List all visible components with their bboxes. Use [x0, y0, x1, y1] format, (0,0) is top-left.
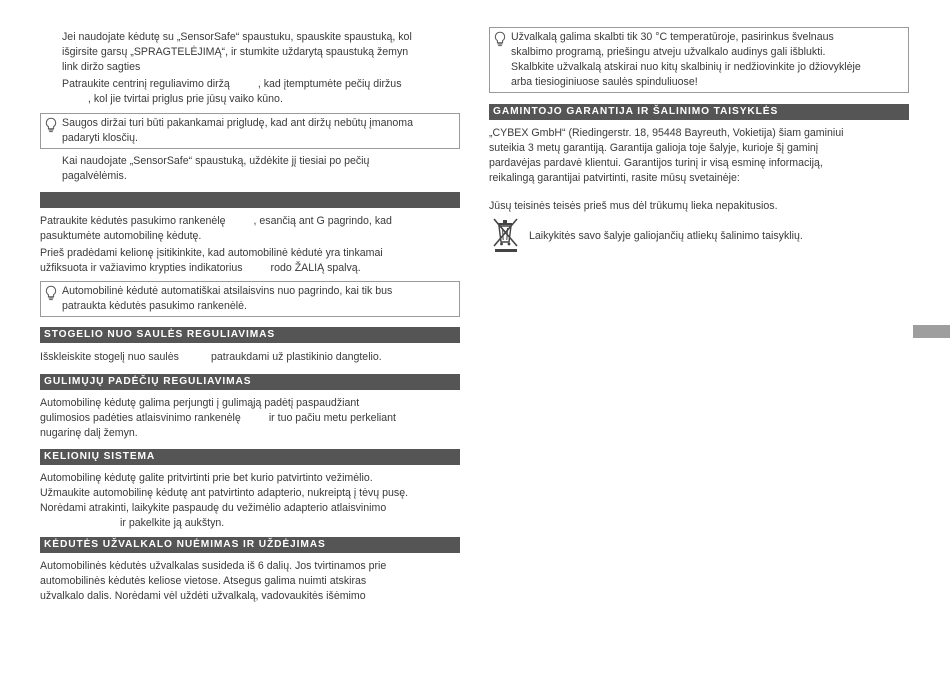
text-line: ir pakelkite ją aukštyn. [120, 517, 225, 529]
text-line: Užmaukite automobilinę kėdutę ant patvirtinto adapterio, nukreiptą į tėvų pusę. [40, 487, 409, 499]
text-line: išgirsite garsų „SPRAGTELĖJIMĄ“, ir stumkite uždarytą spaustuką žemyn [62, 46, 409, 58]
crossed-out-bin-icon [489, 215, 523, 253]
text-line: pasuktumėte automobilinę kėdutę. [40, 230, 202, 242]
text-line: Prieš pradėdami kelionę įsitikinkite, kad automobilinė kėdutė yra tinkamai [40, 247, 383, 259]
section-header-cover: KĖDUTĖS UŽVALKALO NUĖMIMAS IR UŽDĖJIMAS [40, 537, 460, 553]
paragraph-rotation [40, 214, 460, 244]
text-line: užvalkalo dalis. Norėdami vėl uždėti užvalkalą, vadovaukitės išėmimo [40, 590, 366, 602]
lightbulb-icon [44, 285, 58, 301]
text-line: Automobilinę kėdutę galima perjungti į gulimąją padėtį paspaudžiant [40, 397, 360, 409]
section-header-recline: GULIMŲJŲ PADĖČIŲ REGULIAVIMAS [40, 374, 460, 390]
paragraph-legal-rights: Jūsų teisinės teisės prieš mus dėl trūkumų lieka nepakitusios. [489, 200, 778, 212]
text-line: Norėdami atrakinti, laikykite paspaudę du vežimėlio adapterio atlaisvinimo [40, 502, 387, 514]
text-line [40, 411, 460, 426]
paragraph-travel-system [40, 471, 460, 531]
note-box-harness [40, 113, 460, 149]
paragraph-pull-central-strap [40, 77, 482, 107]
text-line: Jei naudojate kėdutę su „SensorSafe“ spaustuku, spauskite spaustuką, kol [62, 31, 412, 43]
paragraph-recline [40, 396, 460, 441]
note-text-line: Užvalkalą galima skalbti tik 30 °C temperatūroje, pasirinkus švelnaus [511, 31, 834, 43]
text-line: suteikia 3 metų garantiją. Garantija galioja toje šalyje, kurioje šį gaminį [489, 142, 819, 154]
paragraph-sensorsafe-position [40, 154, 482, 184]
text-line: Kai naudojate „SensorSafe“ spaustuką, uždėkite jį tiesiai po pečių [62, 155, 370, 167]
paragraph-check-indicator [40, 246, 460, 276]
text-line: „CYBEX GmbH“ (Riedingerstr. 18, 95448 Bayreuth, Vokietija) šiam gaminiui [489, 127, 844, 139]
note-text-line: skalbimo programą, priešingu atveju užvalkalo audinys gali išblukti. [511, 46, 826, 58]
paragraph-cover [40, 559, 460, 604]
note-box-washing [489, 27, 909, 93]
lightbulb-icon [44, 117, 58, 133]
disposal-row [489, 215, 909, 259]
section-header-canopy: STOGELIO NUO SAULĖS REGULIAVIMAS [40, 327, 460, 343]
text-line: Automobilinės kėdutės užvalkalas susideda iš 6 dalių. Jos tvirtinamos prie [40, 560, 387, 572]
text-segment: Patraukite centrinį reguliavimo diržą [62, 78, 230, 90]
note-text-line: patraukta kėdutės pasukimo rankenėlė. [62, 300, 247, 312]
paragraph-warranty [489, 126, 909, 186]
text-line: Automobilinę kėdutę galite pritvirtinti prie bet kurio patvirtinto vežimėlio. [40, 472, 373, 484]
note-box-release [40, 281, 460, 317]
text-segment: Išskleiskite stogelį nuo saulės [40, 351, 179, 363]
text-line: automobilinės kėdutės keliose vietose. Atsegus galima nuimti atskiras [40, 575, 367, 587]
text-line: pardavėjas pardavė klientui. Garantijos turinį ir visą esminę informaciją, [489, 157, 823, 169]
text-line: pagalvėlėmis. [62, 170, 127, 182]
section-header-warranty: GAMINTOJO GARANTIJA IR ŠALINIMO TAISYKLĖS [489, 104, 909, 120]
paragraph-disposal: Laikykitės savo šalyje galiojančių atliekų šalinimo taisyklių. [529, 230, 803, 242]
text-segment: , esančią ant G pagrindo, kad [253, 215, 392, 227]
note-text-line: arba tiesioginiuose saulės spinduliuose! [511, 76, 698, 88]
text-line [40, 214, 460, 229]
note-text-line: Skalbkite užvalkalą atskirai nuo kitų skalbinių ir nedžiovinkite jo džiovyklėje [511, 61, 861, 73]
note-text-line: Automobilinė kėdutė automatiškai atsilaisvins nuo pagrindo, kai tik bus [62, 285, 393, 297]
text-line [62, 77, 482, 92]
text-segment: , kad įtemptumėte pečių diržus [257, 78, 402, 90]
section-header-blank [40, 192, 460, 208]
text-line: nugarinę dalį žemyn. [40, 427, 138, 439]
text-line: , kol jie tvirtai priglus prie jūsų vaiko kūno. [88, 93, 283, 105]
text-segment: rodo ŽALIĄ spalvą. [270, 262, 361, 274]
text-segment: Patraukite kėdutės pasukimo rankenėlę [40, 215, 226, 227]
paragraph-canopy [40, 350, 382, 365]
section-header-travel-system: KELIONIŲ SISTEMA [40, 449, 460, 465]
text-segment: užfiksuota ir važiavimo krypties indikatorius [40, 262, 243, 274]
text-segment: gulimosios padėties atlaisvinimo rankenėlę [40, 412, 241, 424]
text-segment: ir tuo pačiu metu perkeliant [268, 412, 397, 424]
lightbulb-icon [493, 31, 507, 47]
note-text-line: Saugos diržai turi būti pakankamai prigludę, kad ant diržų nebūtų įmanoma [62, 117, 413, 129]
note-text-line: padaryti klosčių. [62, 132, 138, 144]
text-line [40, 261, 460, 276]
text-segment: patraukdami už plastikinio dangtelio. [210, 351, 382, 363]
paragraph-sensorsafe-click [40, 30, 482, 75]
text-line: reikalingą garantijai patvirtinti, rasite mūsų svetainėje: [489, 172, 740, 184]
text-line: link diržo sagties [62, 61, 141, 73]
page-side-tab [913, 325, 950, 338]
